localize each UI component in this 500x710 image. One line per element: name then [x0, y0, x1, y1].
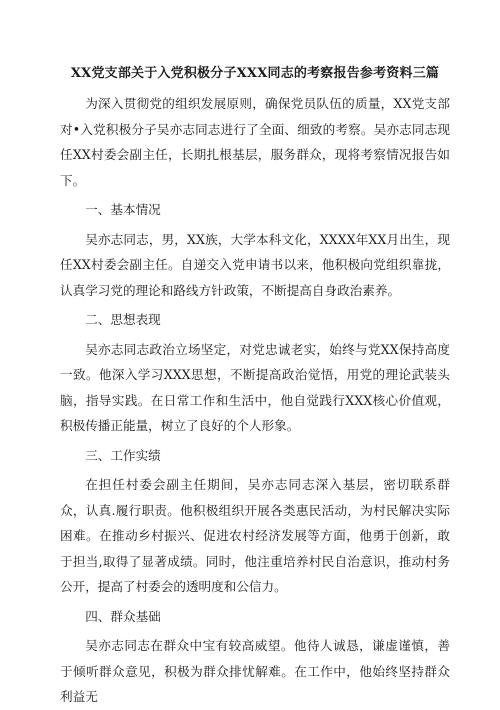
section-heading-basic-info: 一、基本情况: [85, 202, 161, 217]
section-heading-work-achievements: 三、工作实绩: [85, 447, 161, 463]
section-heading-ideology: 二、思想表现: [85, 312, 161, 327]
section-body-ideology: 吴亦志同志政治立场坚定，对党忠诚老实，始终与党XX保持高度一致。他深入学习XXX思想，不断提高政治觉悟，用党的理论武装头脑，指导实践。在日常工作和生活中，他自觉践行XXX核心价值观，积极传播正能量，树立了良好的个人形象。: [60, 341, 450, 433]
section-body-basic-info: 吴亦志同志，男，XX族，大学本科文化，XXXX年XX月出生，现任XX村委会副主任。自递交入党申请书以来，他积极向党组织靠拢，认真学习党的理论和路线方针政策，不断提高自身政治素养。: [60, 231, 450, 298]
document-title: XX党支部关于入党积极分子XXX同志的考察报告参考资料三篇: [70, 66, 440, 81]
section-heading-mass-base: 四、群众基础: [85, 608, 161, 624]
intro-paragraph: 为深入贯彻党的组织发展原则，确保党员队伍的质量，XX党支部对•入党积极分子吴亦志同志进行了全面、细致的考察。吴亦志同志现任XX村委会副主任，长期扎根基层，服务群众，现将考察情况报告如下。: [60, 96, 450, 188]
section-body-work-achievements: 在担任村委会副主任期间，吴亦志同志深入基层，密切联系群众，认真.履行职责。他积极组织开展各类惠民活动，为村民解决实际困难。在推动乡村振兴、促进农村经济发展等方面，他勇于创新，敢于担当,取得了显著成绩。同时，他注重培养村民自治意识，推动村务公开，提高了村委会的透明度和公信力。: [60, 477, 450, 594]
section-body-mass-base: 吴亦志同志在群众中宝有较高威望。他待人诚恳，谦虚谨慎，善于倾听群众意见，积极为群众排忧解难。在工作中，他始终坚持群众利益无: [60, 638, 450, 704]
